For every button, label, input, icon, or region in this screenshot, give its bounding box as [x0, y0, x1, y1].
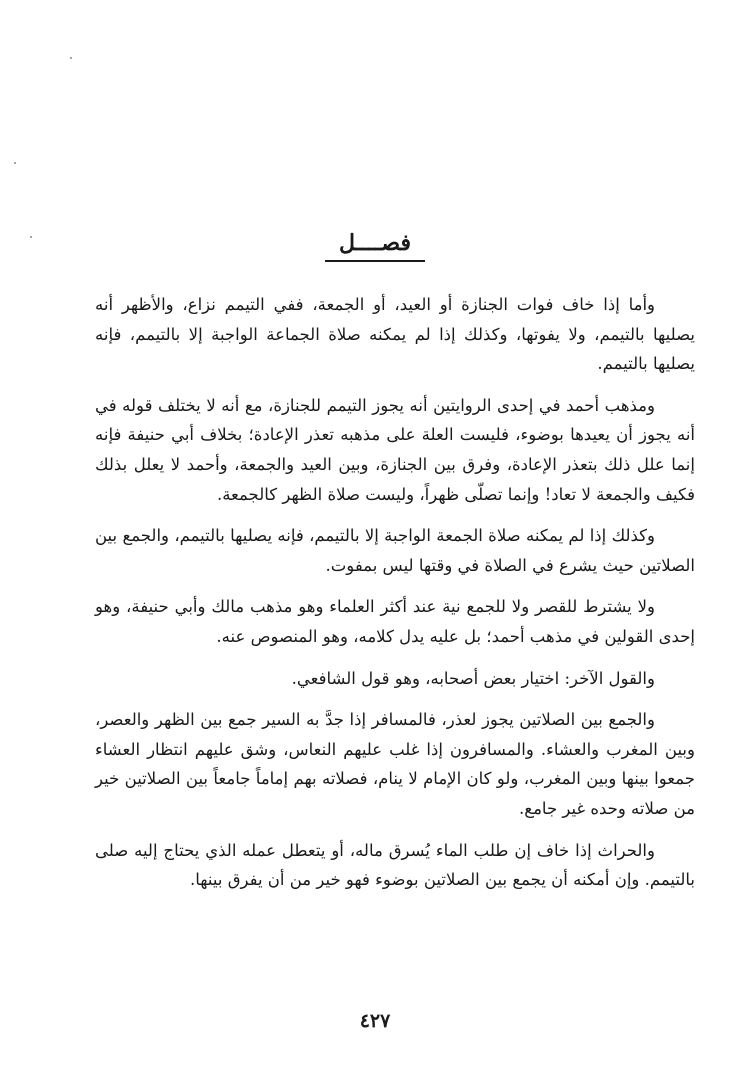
scan-speck — [14, 162, 16, 164]
scan-speck — [70, 57, 72, 59]
paragraph-1: وأما إذا خاف فوات الجنازة أو العيد، أو الجمعة، ففي التيمم نزاع، والأظهر أنه يصليها بالتيمم، ولا يفوتها، وكذلك إذا لم يمكنه صلاة الجماعة الواجبة إلا بالتيمم، فإنه يصليها بالتيمم. — [95, 295, 695, 374]
paragraph-3: وكذلك إذا لم يمكنه صلاة الجمعة الواجبة إلا بالتيمم، فإنه يصليها بالتيمم، والجمع بين الصلاتين حيث يشرع في الصلاة في وقتها ليس بمفوت. — [95, 526, 695, 575]
paragraph-2: ومذهب أحمد في إحدى الروايتين أنه يجوز التيمم للجنازة، مع أنه لا يختلف قوله في أنه يجوز أن يعيدها بوضوء، فليست العلة على مذهبه تعذر الإعادة؛ بخلاف أبي حنيفة فإنه إنما علل ذلك بتعذر الإعادة، وفرق بين الجنازة، وبين العيد والجمعة، وأحمد لا يعلل بذلك فكيف والجمعة لا تعاد! وإنما تصلّى ظهراً، وليست صلاة الظهر كالجمعة. — [95, 395, 695, 504]
page-number: ٤٢٧ — [359, 1010, 391, 1032]
paragraph-6: والجمع بين الصلاتين يجوز لعذر، فالمسافر إذا جدَّ به السير جمع بين الظهر والعصر، وبين المغرب والعشاء. والمسافرون إذا غلب عليهم النعاس، وشق عليهم انتظار العشاء جمعوا بينها وبين المغرب، ولو كان الإمام لا ينام، فصلاته بهم إماماً جامعاً بين الصلاتين خير من صلاته وحده غير جامع. — [95, 710, 695, 818]
paragraph-7: والحراث إذا خاف إن طلب الماء يُسرق ماله، أو يتعطل عمله الذي يحتاج إليه صلى بالتيمم. وإن أمكنه أن يجمع بين الصلاتين بوضوء فهو خير من أن يفرق بينها. — [95, 840, 695, 890]
section-heading — [0, 226, 750, 262]
body-text — [95, 290, 695, 895]
section-heading-text: فصــــل — [325, 226, 425, 262]
paragraph-4: ولا يشترط للقصر ولا للجمع نية عند أكثر العلماء وهو مذهب مالك وأبي حنيفة، وهو إحدى القولين في مذهب أحمد؛ بل عليه يدل كلامه، وهو المنصوص عنه. — [95, 597, 695, 646]
paragraph-5: والقول الآخر: اختيار بعض أصحابه، وهو قول الشافعي. — [291, 668, 655, 688]
